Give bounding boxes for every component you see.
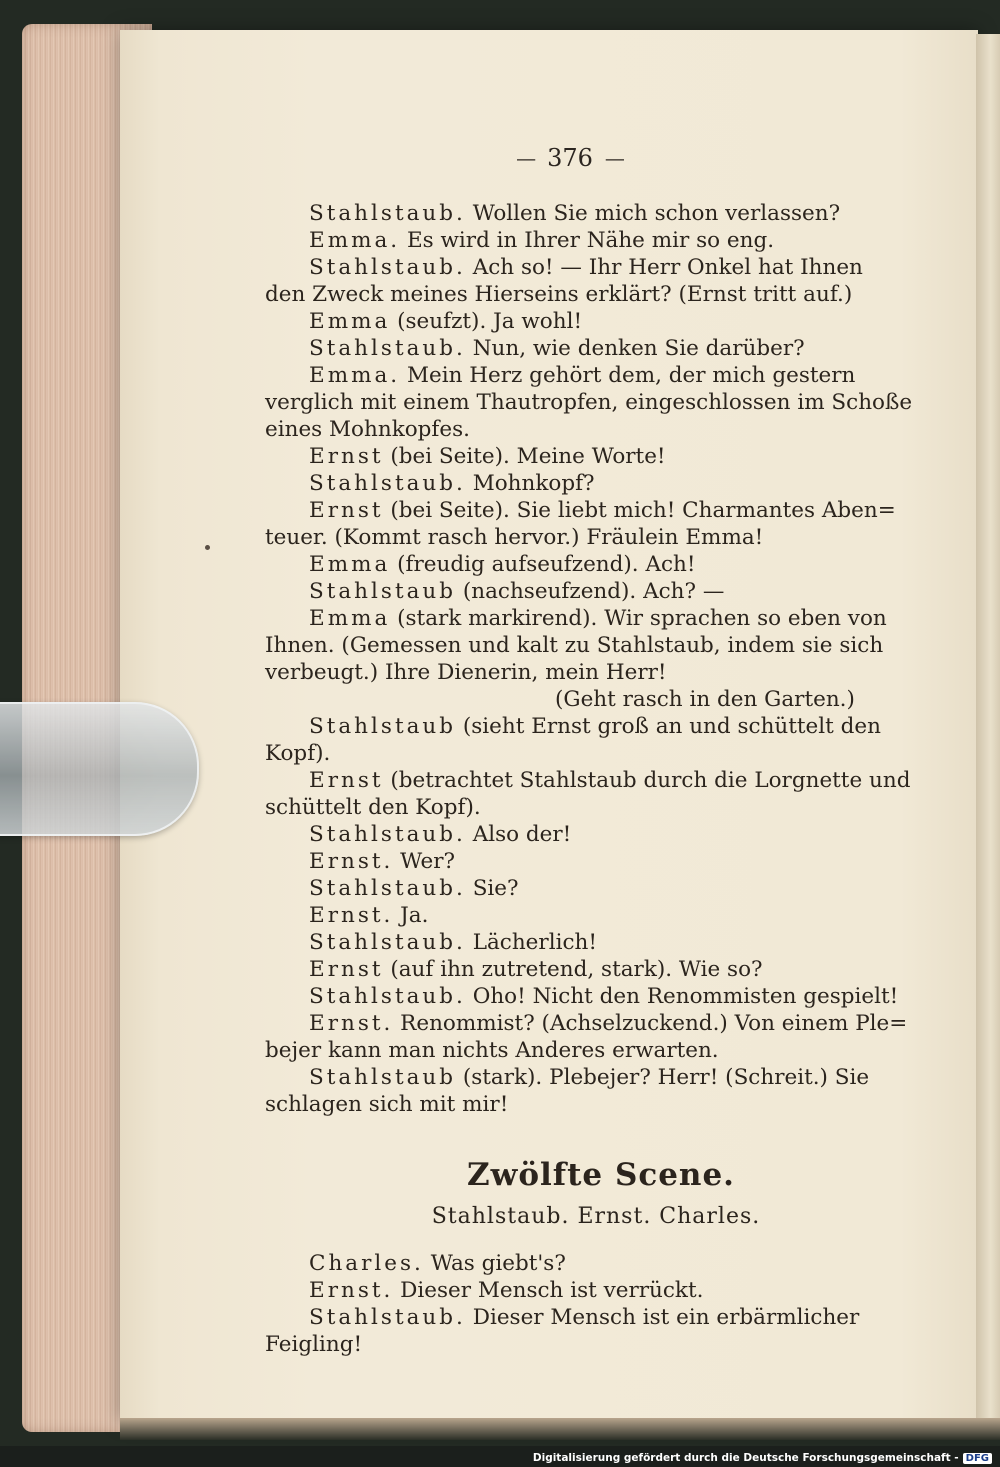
next-page-edge (976, 34, 1000, 1420)
line-text: Ach so! — Ihr Herr Onkel hat Ihnen (472, 255, 863, 280)
speaker-name: Stahlstaub. (309, 1305, 466, 1330)
text-line (265, 281, 887, 308)
text-line (265, 389, 913, 416)
ink-dot (205, 545, 210, 550)
speaker-name: Stahlstaub. (309, 201, 466, 226)
footer-credit (533, 1450, 992, 1466)
line-text: Mohnkopf? (472, 471, 595, 496)
speaker-name: Charles. (309, 1251, 424, 1276)
line-text: Oho! Nicht den Renommisten gespielt! (472, 984, 899, 1009)
speaker-name: Stahlstaub. (309, 930, 466, 955)
text-line (265, 740, 887, 767)
page-holder-clip (0, 702, 199, 836)
line-text: verglich mit einem Thautropfen, eingeschlossen im Schoße (265, 390, 913, 415)
text-line (265, 335, 887, 362)
text-line (265, 1277, 887, 1304)
page-text (265, 200, 913, 1358)
text-line (265, 632, 887, 659)
line-text: (bei Seite). Meine Worte! (390, 444, 666, 469)
text-line (265, 605, 887, 632)
line-text: schüttelt den Kopf). (265, 795, 481, 820)
speaker-name: Stahlstaub. (309, 471, 466, 496)
text-line (265, 686, 887, 713)
page-number: 376 (547, 144, 593, 172)
line-text: Also der! (472, 822, 572, 847)
text-line (265, 362, 887, 389)
text-line (265, 767, 911, 794)
line-text: Dieser Mensch ist ein erbärmlicher (472, 1305, 860, 1330)
text-line (265, 1010, 908, 1037)
speaker-name: Stahlstaub (309, 1065, 457, 1090)
text-line (265, 551, 887, 578)
text-line (265, 308, 887, 335)
line-text: (nachseufzend). Ach? — (462, 579, 725, 604)
speaker-name: Ernst. (309, 1278, 394, 1303)
line-text: Lächerlich! (472, 930, 597, 955)
scene-dialogue-block (265, 1250, 887, 1358)
speaker-name: Stahlstaub (309, 579, 457, 604)
text-line (265, 848, 887, 875)
scene-cast: Stahlstaub. Ernst. Charles. (431, 1204, 761, 1229)
speaker-name: Ernst (309, 444, 384, 469)
speaker-name: Emma. (309, 363, 401, 388)
line-text: Nun, wie denken Sie darüber? (472, 336, 805, 361)
line-text: teuer. (Kommt rasch hervor.) Fräulein Emma! (265, 525, 764, 550)
text-line (265, 875, 887, 902)
header-ornament-right: — (604, 146, 624, 170)
text-line (265, 929, 887, 956)
text-line (265, 1091, 887, 1118)
line-text: (sieht Ernst groß an und schüttelt den (462, 714, 881, 739)
dialogue-block (265, 200, 913, 1118)
line-text: Ja. (400, 903, 429, 928)
line-text: Mein Herz gehört dem, der mich gestern (406, 363, 856, 388)
speaker-name: Ernst. (309, 1011, 394, 1036)
page-header (470, 140, 670, 176)
speaker-name: Emma (309, 606, 391, 631)
speaker-name: Emma (309, 309, 391, 334)
line-text: (auf ihn zutretend, stark). Wie so? (390, 957, 763, 982)
speaker-name: Stahlstaub. (309, 336, 466, 361)
line-text: Wollen Sie mich schon verlassen? (472, 201, 841, 226)
speaker-name: Stahlstaub. (309, 984, 466, 1009)
speaker-name: Emma (309, 552, 391, 577)
header-ornament-left: — (516, 146, 536, 170)
speaker-name: Stahlstaub. (309, 822, 466, 847)
line-text: bejer kann man nichts Anderes erwarten. (265, 1038, 719, 1063)
text-line (265, 416, 887, 443)
line-text: eines Mohnkopfes. (265, 417, 470, 442)
line-text: Ihnen. (Gemessen und kalt zu Stahlstaub, indem sie sich (265, 633, 884, 658)
speaker-name: Stahlstaub. (309, 255, 466, 280)
text-line (265, 1304, 887, 1331)
text-line (265, 227, 887, 254)
scene-title: Zwölfte Scene. (467, 1157, 735, 1193)
text-line (265, 254, 887, 281)
text-line (265, 956, 887, 983)
text-line (265, 524, 887, 551)
text-line (265, 470, 887, 497)
text-line (265, 713, 887, 740)
page-bottom-shadow (120, 1418, 1000, 1440)
text-line (265, 443, 887, 470)
line-text: schlagen sich mit mir! (265, 1092, 509, 1117)
text-line (265, 659, 887, 686)
speaker-name: Stahlstaub (309, 714, 457, 739)
speaker-name: Emma. (309, 228, 401, 253)
line-text: Was giebt's? (430, 1251, 566, 1276)
text-line (265, 794, 887, 821)
line-text: (betrachtet Stahlstaub durch die Lorgnette und (390, 768, 911, 793)
line-text: verbeugt.) Ihre Dienerin, mein Herr! (265, 660, 667, 685)
line-text: Feigling! (265, 1332, 363, 1357)
footer-text: Digitalisierung gefördert durch die Deutsche Forschungsgemeinschaft - (532, 1452, 959, 1464)
speaker-name: Ernst. (309, 903, 394, 928)
speaker-name: Ernst (309, 957, 384, 982)
text-line (265, 1064, 887, 1091)
speaker-name: Ernst. (309, 849, 394, 874)
line-text: den Zweck meines Hierseins erklärt? (Ernst tritt auf.) (265, 282, 853, 307)
text-line (265, 1037, 887, 1064)
line-text: (Geht rasch in den Garten.) (555, 687, 855, 712)
line-text: (stark markirend). Wir sprachen so eben von (397, 606, 887, 631)
speaker-name: Ernst (309, 498, 384, 523)
text-line (265, 1331, 887, 1358)
text-line (265, 578, 887, 605)
line-text: (freudig aufseufzend). Ach! (397, 552, 696, 577)
speaker-name: Ernst (309, 768, 384, 793)
line-text: Wer? (400, 849, 456, 874)
line-text: Sie? (472, 876, 519, 901)
dfg-logo: DFG (963, 1453, 992, 1464)
line-text: Es wird in Ihrer Nähe mir so eng. (406, 228, 775, 253)
line-text: (seufzt). Ja wohl! (397, 309, 583, 334)
text-line (265, 497, 896, 524)
line-text: Dieser Mensch ist verrückt. (400, 1278, 704, 1303)
text-line (265, 902, 887, 929)
text-line (265, 983, 899, 1010)
speaker-name: Stahlstaub. (309, 876, 466, 901)
line-text: (bei Seite). Sie liebt mich! Charmantes Aben= (390, 498, 896, 523)
text-line (265, 200, 887, 227)
text-line (265, 821, 887, 848)
line-text: (stark). Plebejer? Herr! (Schreit.) Sie (462, 1065, 870, 1090)
line-text: Renommist? (Achselzuckend.) Von einem Ple= (400, 1011, 908, 1036)
text-line (265, 1250, 887, 1277)
line-text: Kopf). (265, 741, 331, 766)
